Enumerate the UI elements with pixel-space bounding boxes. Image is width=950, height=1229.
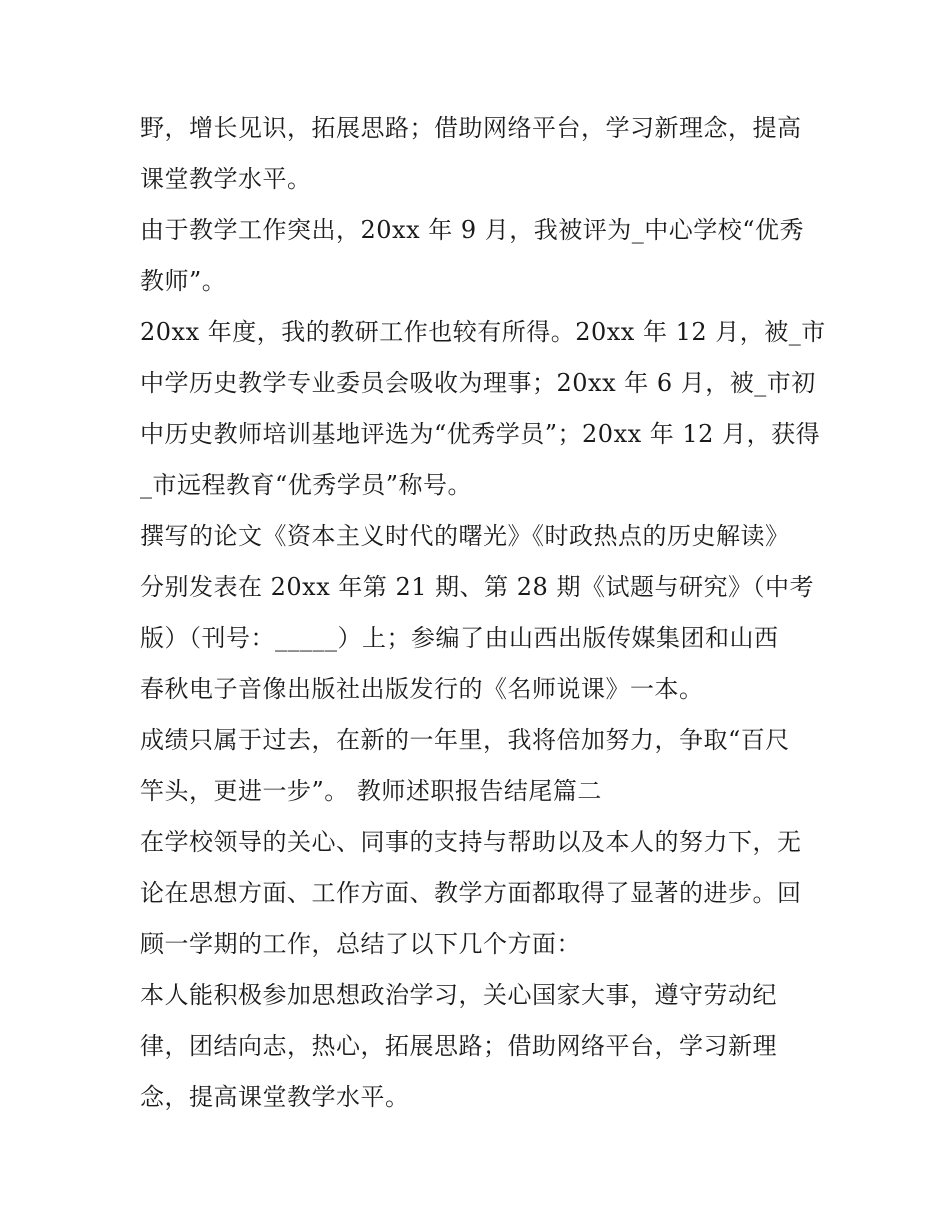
- text-line: 版）（刊号：_____）上；参编了由山西出版传媒集团和山西: [140, 624, 779, 652]
- text-line: 20xx 年度，我的教研工作也较有所得。20xx 年 12 月，被_市: [140, 318, 826, 346]
- text-line: 分别发表在 20xx 年第 21 期、第 28 期《试题与研究》（中考: [140, 573, 814, 601]
- text-line: 成绩只属于过去，在新的一年里，我将倍加努力，争取“百尺: [140, 726, 790, 754]
- text-line: 在学校领导的关心、同事的支持与帮助以及本人的努力下，无: [140, 828, 802, 856]
- text-line: 中学历史教学专业委员会吸收为理事；20xx 年 6 月，被_市初: [140, 369, 816, 397]
- text-line: 撰写的论文《资本主义时代的曙光》《时政热点的历史解读》: [140, 522, 790, 550]
- text-line: 论在思想方面、工作方面、教学方面都取得了显著的进步。回: [140, 879, 802, 907]
- text-line: 野，增长见识，拓展思路；借助网络平台，学习新理念，提高: [140, 114, 802, 142]
- document-body: [140, 103, 830, 1123]
- text-line: 教师”。: [140, 267, 227, 295]
- text-line: 顾一学期的工作，总结了以下几个方面：: [140, 930, 581, 958]
- text-line: 春秋电子音像出版社出版发行的《名师说课》一本。: [140, 675, 704, 703]
- text-line: 念，提高课堂教学水平。: [140, 1083, 410, 1111]
- text-line: 竿头，更进一步”。 教师述职报告结尾篇二: [140, 777, 602, 805]
- text-line: 课堂教学水平。: [140, 165, 312, 193]
- text-line: 中历史教师培训基地评选为“优秀学员”；20xx 年 12 月，获得: [140, 420, 821, 448]
- text-line: 由于教学工作突出，20xx 年 9 月，我被评为_中心学校“优秀: [140, 216, 805, 244]
- text-line: 律，团结向志，热心，拓展思路；借助网络平台，学习新理: [140, 1032, 777, 1060]
- text-line: _市远程教育“优秀学员”称号。: [140, 471, 473, 499]
- text-line: 本人能积极参加思想政治学习，关心国家大事，遵守劳动纪: [140, 981, 777, 1009]
